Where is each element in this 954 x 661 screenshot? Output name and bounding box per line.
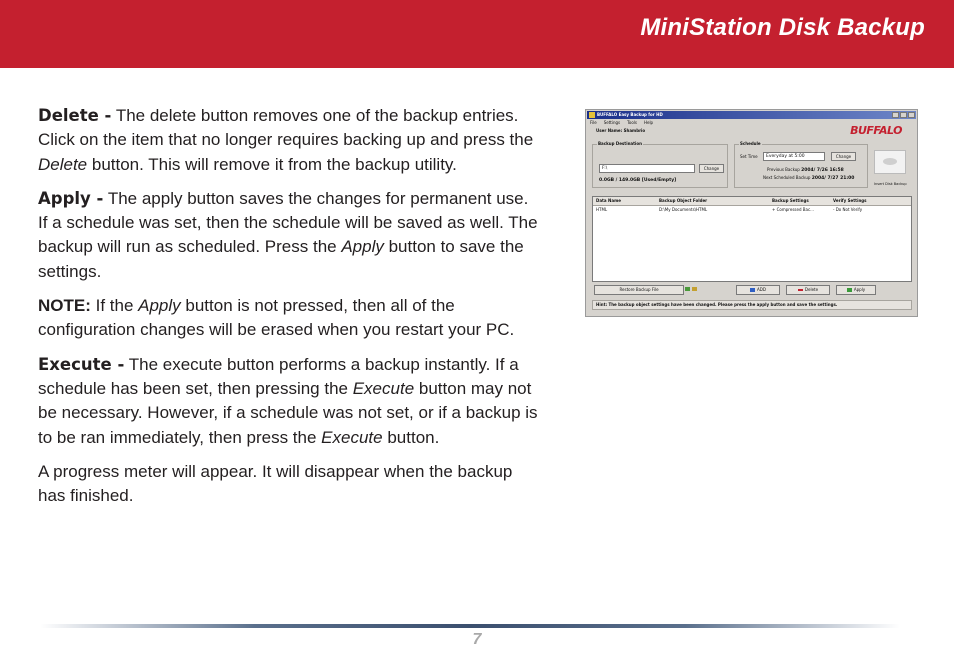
previous-backup: Previous Backup 2004/ 7/26 16:58	[767, 167, 844, 173]
note-em: Apply	[138, 296, 181, 316]
execute-em-1: Execute	[352, 378, 415, 398]
plus-icon	[750, 288, 755, 292]
delete-em: Delete	[38, 154, 88, 174]
delete-paragraph	[38, 104, 538, 177]
minus-icon	[798, 289, 803, 291]
maximize-icon[interactable]	[900, 112, 907, 118]
window-controls	[892, 112, 915, 118]
checkmark-icon	[847, 288, 852, 292]
apply-term: Apply -	[38, 188, 104, 208]
row-verify-settings: - Do Not Verify	[833, 207, 863, 212]
body-text	[38, 104, 538, 518]
delete-text-1: The delete button removes one of the backup entries. Click on the item that no longer requires backing up and press the	[38, 106, 534, 150]
set-time-field[interactable]: Everyday at 5:00	[763, 152, 825, 161]
progress-paragraph: A progress meter will appear. It will disappear when the backup has finished.	[38, 461, 513, 506]
destination-capacity: 0.0GB / 149.0GB [Used/Empty]	[599, 178, 677, 183]
backup-list[interactable]	[592, 196, 912, 282]
col-backup-folder[interactable]: Backup Object Folder	[659, 198, 708, 203]
add-button[interactable]: ADD	[736, 285, 780, 295]
footer-divider	[40, 624, 900, 628]
header-title: MiniStation Disk Backup	[640, 14, 925, 41]
delete-text-2: button. This will remove it from the backup utility.	[87, 154, 457, 174]
schedule-change-button[interactable]: Change	[831, 152, 856, 161]
next-backup: Next Scheduled Backup 2004/ 7/27 21:00	[763, 175, 855, 181]
minimize-icon[interactable]	[892, 112, 899, 118]
apply-button[interactable]: Apply	[836, 285, 876, 295]
apply-paragraph	[38, 187, 538, 284]
note-text-1: If the	[90, 296, 139, 316]
apply-text-2: button to save the settings.	[38, 237, 524, 281]
row-backup-folder: D:\My Documents\HTML	[659, 207, 708, 212]
window-title: BUFFALO Easy Backup for HD	[597, 112, 663, 117]
menu-settings[interactable]: Settings	[603, 120, 621, 125]
list-header	[593, 197, 911, 206]
restore-icons	[684, 285, 700, 295]
user-name: User Name: Shambrio	[596, 128, 646, 133]
check-icon	[685, 287, 690, 291]
row-backup-settings: + Compressed Bac...	[772, 207, 814, 212]
page-number: 7	[472, 631, 482, 648]
folder-icon	[692, 287, 697, 291]
destination-change-button[interactable]: Change	[699, 164, 724, 173]
close-icon[interactable]	[908, 112, 915, 118]
note-text-2: button is not pressed, then all of the configuration changes will be erased when you restart your PC.	[38, 296, 515, 340]
page-header	[0, 0, 954, 68]
destination-group	[592, 141, 728, 188]
execute-paragraph	[38, 353, 538, 450]
restore-backup-button[interactable]: Restore Backup File	[594, 285, 684, 295]
apply-text-1: The apply button saves the changes for permanent use. If a schedule was set, then the schedule will be saved as well. The backup will run as scheduled. Press the	[38, 188, 538, 257]
delete-button[interactable]: Delete	[786, 285, 830, 295]
apply-em: Apply	[341, 237, 384, 257]
execute-em-2: Execute	[321, 427, 383, 447]
disk-caption: Insert Disk Backup	[874, 182, 907, 186]
col-backup-settings[interactable]: Backup Settings	[772, 198, 809, 203]
execute-text-2: button may not be necessary. However, if a schedule was not set, or if a backup is to be ran immediately, then press the	[38, 378, 538, 447]
window-titlebar	[587, 111, 916, 119]
menu-file[interactable]: File	[590, 120, 597, 125]
table-row[interactable]	[593, 206, 911, 214]
schedule-label: Schedule	[740, 141, 761, 146]
col-verify-settings[interactable]: Verify Settings	[833, 198, 867, 203]
app-icon	[589, 112, 595, 118]
backup-disk-icon[interactable]	[874, 150, 906, 174]
menu-tools[interactable]: Tools	[627, 120, 637, 125]
destination-label: Backup Destination	[598, 141, 643, 146]
buffalo-logo: BUFFALO	[850, 124, 902, 137]
delete-term: Delete -	[38, 106, 112, 125]
col-data-name[interactable]: Data Name	[596, 198, 621, 203]
execute-term: Execute -	[38, 354, 125, 374]
menu-bar	[590, 120, 653, 125]
set-time-label: Set Time	[740, 154, 758, 159]
destination-drive-field[interactable]: F:\	[599, 164, 695, 173]
note-term: NOTE:	[38, 296, 91, 316]
execute-text-3: button.	[382, 427, 440, 447]
menu-help[interactable]: Help	[643, 120, 654, 125]
schedule-group	[734, 141, 868, 188]
app-screenshot	[585, 109, 918, 317]
hint-bar: Hint: The backup object settings have been changed. Please press the apply button and save the settings.	[592, 300, 912, 310]
row-data-name: HTML	[596, 207, 608, 212]
note-paragraph	[38, 294, 538, 343]
execute-text-1: The execute button performs a backup instantly. If a schedule has been set, then pressing the	[38, 354, 519, 398]
